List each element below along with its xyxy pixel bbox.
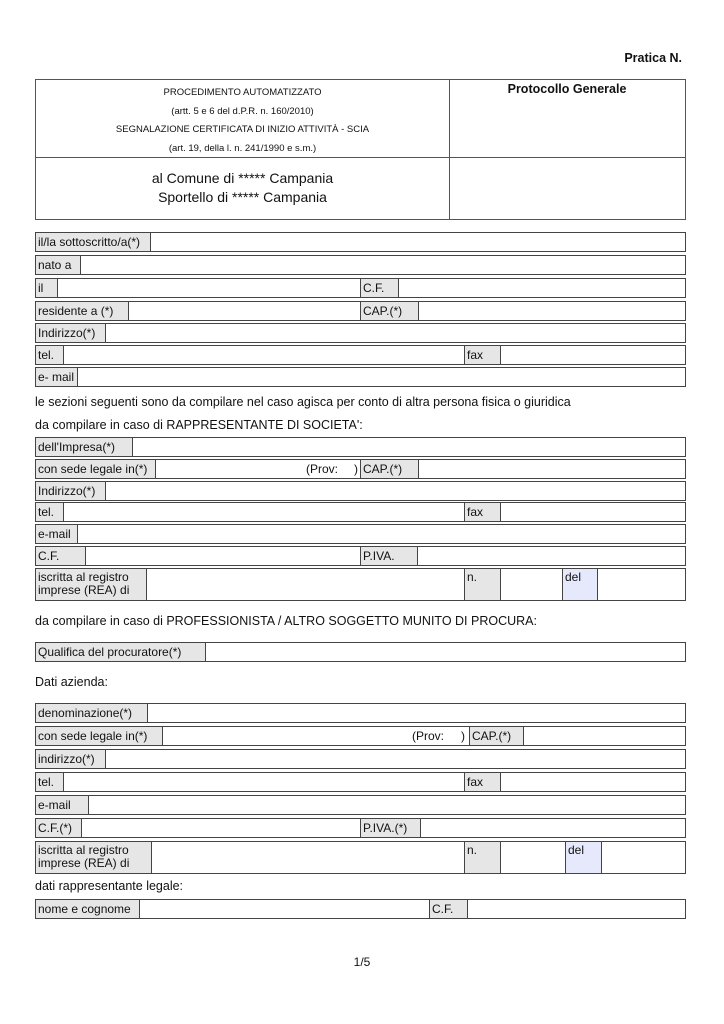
field-label xyxy=(36,842,152,873)
field-label: dell'Impresa(*) xyxy=(36,438,133,456)
procedure-description xyxy=(36,84,449,158)
field-label: e-mail xyxy=(36,525,78,543)
form-row xyxy=(35,546,686,566)
field-label: P.IVA.(*) xyxy=(361,819,421,837)
form-row xyxy=(35,749,686,769)
note-dati-rappresentante: dati rappresentante legale: xyxy=(35,879,184,893)
field-label: Indirizzo(*) xyxy=(36,482,106,500)
field-label: P.IVA. xyxy=(361,547,418,565)
procedure-line: SEGNALAZIONE CERTIFICATA DI INIZIO ATTIVITÀ - SCIA xyxy=(115,124,370,135)
rea-number-input[interactable] xyxy=(501,569,563,600)
field-label: CAP.(*) xyxy=(361,460,419,478)
registro-label-line: iscritta al registro xyxy=(38,843,129,857)
field-label: tel. xyxy=(36,503,64,521)
field-label: CAP.(*) xyxy=(361,302,419,320)
piva-input[interactable] xyxy=(418,547,685,565)
form-row xyxy=(35,703,686,723)
field-label: C.F. xyxy=(361,279,399,297)
field-label: e- mail xyxy=(36,368,78,386)
form-row xyxy=(35,459,686,479)
field-label: n. xyxy=(465,842,501,873)
registro-label-line: imprese (REA) di xyxy=(38,856,130,870)
procedure-line: PROCEDIMENTO AUTOMATIZZATO xyxy=(163,87,322,98)
birthplace-input[interactable] xyxy=(81,256,685,274)
prov-label: (Prov: xyxy=(306,462,339,476)
form-row xyxy=(35,232,686,252)
codice-fiscale-input[interactable] xyxy=(399,279,685,297)
pratica-number-label: Pratica N. xyxy=(624,51,682,65)
email-input[interactable] xyxy=(89,796,685,814)
form-row xyxy=(35,323,686,343)
field-label: fax xyxy=(465,346,501,364)
form-row xyxy=(35,642,686,662)
field-label: del xyxy=(566,842,602,873)
legale-name-input[interactable] xyxy=(140,900,430,918)
form-row xyxy=(35,841,686,874)
field-label: il xyxy=(36,279,58,297)
header-box xyxy=(35,79,686,220)
field-label: nome e cognome xyxy=(36,900,140,918)
field-label: tel. xyxy=(36,346,64,364)
cap-input[interactable] xyxy=(524,727,685,745)
impresa-input[interactable] xyxy=(133,438,685,456)
form-row xyxy=(35,524,686,544)
field-label: fax xyxy=(465,503,501,521)
form-row xyxy=(35,818,686,838)
form-row xyxy=(35,726,686,746)
field-label: C.F.(*) xyxy=(36,819,82,837)
residence-input[interactable] xyxy=(129,302,361,320)
field-label: tel. xyxy=(36,773,64,791)
tel-input[interactable] xyxy=(64,503,465,521)
field-label: n. xyxy=(465,569,501,600)
address-input[interactable] xyxy=(106,324,685,342)
piva-input[interactable] xyxy=(421,819,685,837)
codice-fiscale-input[interactable] xyxy=(82,819,361,837)
rea-date-input[interactable] xyxy=(602,842,685,873)
form-row xyxy=(35,795,686,815)
address-input[interactable] xyxy=(106,482,685,500)
cap-input[interactable] xyxy=(419,302,685,320)
page-number: 1/5 xyxy=(353,955,371,969)
form-row xyxy=(35,367,686,387)
field-label: residente a (*) xyxy=(36,302,129,320)
prov-label: (Prov: xyxy=(412,729,445,743)
note-rappresentante: da compilare in caso di RAPPRESENTANTE DI SOCIETA': xyxy=(35,418,363,432)
note-professionista: da compilare in caso di PROFESSIONISTA / ALTRO SOGGETTO MUNITO DI PROCURA: xyxy=(35,614,537,628)
sottoscritto-input[interactable] xyxy=(151,233,685,251)
field-label: con sede legale in(*) xyxy=(36,460,156,478)
form-row xyxy=(35,255,686,275)
field-label: indirizzo(*) xyxy=(36,750,106,768)
protocollo-generale: Protocollo Generale xyxy=(507,82,627,96)
field-label: CAP.(*) xyxy=(470,727,524,745)
fax-input[interactable] xyxy=(501,346,685,364)
field-label: denominazione(*) xyxy=(36,704,148,722)
note-dati-azienda: Dati azienda: xyxy=(35,675,108,689)
form-row xyxy=(35,502,686,522)
registro-label-line: imprese (REA) di xyxy=(38,583,130,597)
field-label: con sede legale in(*) xyxy=(36,727,163,745)
fax-input[interactable] xyxy=(501,773,685,791)
address-input[interactable] xyxy=(106,750,685,768)
rea-date-input[interactable] xyxy=(598,569,685,600)
birthdate-input[interactable] xyxy=(58,279,361,297)
tel-input[interactable] xyxy=(64,773,465,791)
field-label: Qualifica del procuratore(*) xyxy=(36,643,206,661)
codice-fiscale-input[interactable] xyxy=(86,547,361,565)
note-sezioni: le sezioni seguenti sono da compilare nel caso agisca per conto di altra persona fisica o giuridica xyxy=(35,395,571,409)
form-row xyxy=(35,301,686,321)
comune-name: al Comune di ***** Campania xyxy=(151,170,334,186)
field-label xyxy=(36,569,147,600)
cap-input[interactable] xyxy=(419,460,685,478)
tel-input[interactable] xyxy=(64,346,465,364)
procedure-line: (art. 19, della l. n. 241/1990 e s.m.) xyxy=(168,142,317,154)
prov-close: ) xyxy=(354,462,358,476)
qualifica-input[interactable] xyxy=(206,643,685,661)
sportello-name: Sportello di ***** Campania xyxy=(158,188,327,205)
prov-close: ) xyxy=(461,729,465,743)
form-row xyxy=(35,437,686,457)
field-label: nato a xyxy=(36,256,81,274)
legale-cf-input[interactable] xyxy=(468,900,685,918)
procedure-line: (artt. 5 e 6 del d.P.R. n. 160/2010) xyxy=(171,105,314,117)
registro-label-line: iscritta al registro xyxy=(38,570,129,584)
form-row xyxy=(35,481,686,501)
addressee xyxy=(36,169,449,206)
field-label: e-mail xyxy=(36,796,89,814)
fax-input[interactable] xyxy=(501,503,685,521)
sede-input[interactable] xyxy=(163,727,470,745)
denominazione-input[interactable] xyxy=(148,704,685,722)
rea-number-input[interactable] xyxy=(501,842,566,873)
field-label: C.F. xyxy=(430,900,468,918)
sede-input[interactable] xyxy=(156,460,361,478)
registro-input[interactable] xyxy=(147,569,465,600)
registro-input[interactable] xyxy=(152,842,465,873)
email-input[interactable] xyxy=(78,525,685,543)
form-row xyxy=(35,278,686,298)
field-label: Indirizzo(*) xyxy=(36,324,106,342)
field-label: C.F. xyxy=(36,547,86,565)
form-row xyxy=(35,568,686,601)
form-row xyxy=(35,899,686,919)
email-input[interactable] xyxy=(78,368,685,386)
field-label: del xyxy=(563,569,598,600)
form-row xyxy=(35,345,686,365)
field-label: fax xyxy=(465,773,501,791)
form-row xyxy=(35,772,686,792)
field-label: il/la sottoscritto/a(*) xyxy=(36,233,151,251)
